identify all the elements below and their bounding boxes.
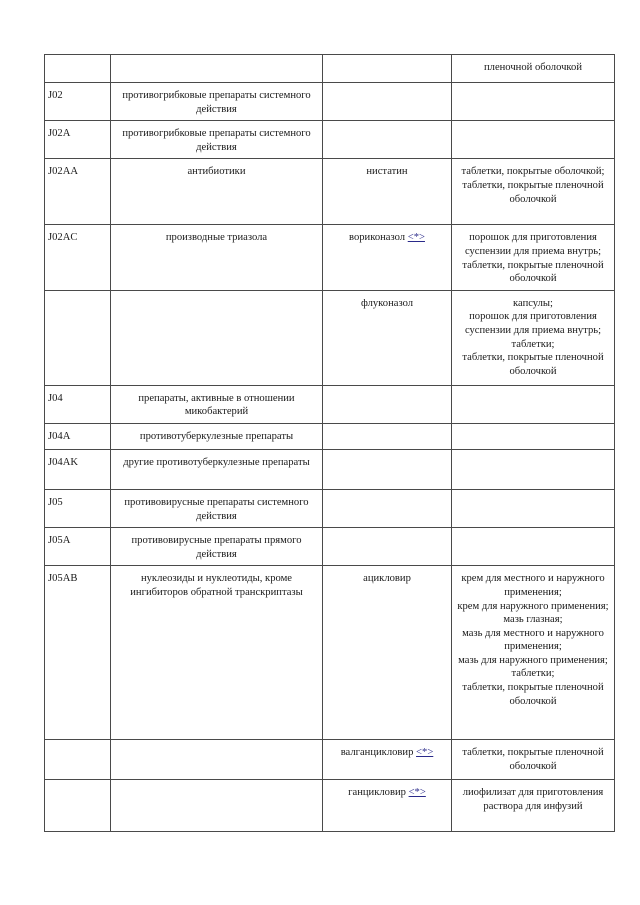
dosage-form-cell <box>452 423 615 449</box>
table-row <box>45 528 615 566</box>
dosage-form-cell <box>452 290 615 385</box>
drug-name-cell <box>323 489 452 527</box>
dosage-form-cell <box>452 449 615 489</box>
drug-name: ганцикловир <box>348 787 406 799</box>
dosage-form-cell <box>452 385 615 423</box>
drug-name-cell <box>323 780 452 832</box>
atc-code-cell: J02AA <box>45 159 111 225</box>
atc-code-cell: J02AC <box>45 225 111 290</box>
footnote-link[interactable]: <*> <box>407 232 425 244</box>
dosage-form-line: пленочной оболочкой <box>483 62 583 73</box>
drug-name-cell <box>323 449 452 489</box>
dosage-form-cell <box>452 159 615 225</box>
drug-name-cell <box>323 121 452 159</box>
dosage-form-cell <box>452 83 615 121</box>
table-row <box>45 225 615 290</box>
drug-name-cell <box>323 528 452 566</box>
footnote-link[interactable]: <*> <box>408 787 426 799</box>
atc-code-cell: J04A <box>45 423 111 449</box>
table-row <box>45 385 615 423</box>
drug-name-cell <box>323 83 452 121</box>
dosage-form-line: таблетки, покрытые пленочной оболочкой <box>462 682 604 707</box>
group-name-cell <box>111 780 323 832</box>
atc-code-cell <box>45 780 111 832</box>
drug-name-cell <box>323 740 452 780</box>
group-name-cell: противогрибковые препараты системного действия <box>111 121 323 159</box>
dosage-form-line: таблетки; <box>511 668 555 680</box>
dosage-form-line: крем для местного и наружного применения; <box>461 573 605 598</box>
group-name-cell <box>111 290 323 385</box>
drug-name-cell <box>323 290 452 385</box>
atc-code-cell: J02 <box>45 83 111 121</box>
dosage-form-line: таблетки, покрытые пленочной оболочкой <box>462 747 604 772</box>
table-row <box>45 449 615 489</box>
dosage-form-cell <box>452 528 615 566</box>
group-name-cell: другие противотуберкулезные препараты <box>111 449 323 489</box>
table-row <box>45 740 615 780</box>
atc-code-cell <box>45 55 111 83</box>
dosage-form-cell <box>452 121 615 159</box>
dosage-form-line: таблетки, покрытые оболочкой; <box>461 166 605 178</box>
dosage-form-line: таблетки, покрытые пленочной оболочкой <box>462 179 604 205</box>
dosage-form-line: капсулы; <box>513 297 553 309</box>
atc-code-cell: J05A <box>45 528 111 566</box>
drug-name-cell <box>323 159 452 225</box>
dosage-form-cell <box>452 225 615 290</box>
group-name-cell <box>111 740 323 780</box>
table-body <box>45 55 615 832</box>
dosage-form-line: таблетки, покрытые пленочной оболочкой <box>462 352 604 377</box>
dosage-form-line: таблетки, покрытые пленочной оболочкой <box>462 259 604 285</box>
dosage-form-line: мазь для местного и наружного применения; <box>462 627 604 653</box>
group-name-cell: противовирусные препараты прямого действия <box>111 528 323 566</box>
table-row <box>45 83 615 121</box>
drug-name: валганцикловир <box>340 747 414 759</box>
dosage-form-cell <box>452 566 615 740</box>
atc-code-cell: J04AK <box>45 449 111 489</box>
drug-list-table <box>44 54 615 832</box>
dosage-form-cell <box>452 780 615 832</box>
atc-code-cell: J04 <box>45 385 111 423</box>
atc-code-cell: J02A <box>45 121 111 159</box>
dosage-form-cell <box>452 55 615 83</box>
dosage-form-line: порошок для приготовления суспензии для приема внутрь; <box>464 311 602 336</box>
dosage-form-line: порошок для приготовления суспензии для приема внутрь; <box>464 232 602 257</box>
drug-name-cell <box>323 385 452 423</box>
table-row <box>45 566 615 740</box>
atc-code-cell: J05AB <box>45 566 111 740</box>
atc-code-cell: J05 <box>45 489 111 527</box>
group-name-cell: препараты, активные в отношении микобактерий <box>111 385 323 423</box>
table-row <box>45 780 615 832</box>
footnote-link[interactable]: <*> <box>416 747 434 759</box>
group-name-cell: противотуберкулезные препараты <box>111 423 323 449</box>
dosage-form-line: крем для наружного применения; <box>457 600 609 612</box>
group-name-cell: противогрибковые препараты системного действия <box>111 83 323 121</box>
dosage-form-line: мазь для наружного применения; <box>458 654 608 666</box>
drug-name-cell <box>323 225 452 290</box>
drug-name: флуконазол <box>360 297 414 309</box>
atc-code-cell <box>45 740 111 780</box>
group-name-cell: противовирусные препараты системного действия <box>111 489 323 527</box>
atc-code-cell <box>45 290 111 385</box>
table-row <box>45 489 615 527</box>
dosage-form-cell <box>452 489 615 527</box>
table-row <box>45 423 615 449</box>
dosage-form-cell <box>452 740 615 780</box>
table-row <box>45 121 615 159</box>
drug-name-cell <box>323 55 452 83</box>
table-row <box>45 55 615 83</box>
drug-name: вориконазол <box>349 232 406 244</box>
drug-name-cell <box>323 423 452 449</box>
drug-name-cell <box>323 566 452 740</box>
group-name-cell <box>111 55 323 83</box>
dosage-form-line: лиофилизат для приготовления раствора для инфузий <box>462 787 604 812</box>
group-name-cell: антибиотики <box>111 159 323 225</box>
dosage-form-line: мазь глазная; <box>503 614 563 626</box>
group-name-cell: нуклеозиды и нуклеотиды, кроме ингибиторов обратной транскриптазы <box>111 566 323 740</box>
table-row <box>45 159 615 225</box>
dosage-form-line: таблетки; <box>511 338 555 350</box>
drug-name: ацикловир <box>363 573 411 585</box>
group-name-cell: производные триазола <box>111 225 323 290</box>
table-row <box>45 290 615 385</box>
drug-name: нистатин <box>366 166 408 178</box>
